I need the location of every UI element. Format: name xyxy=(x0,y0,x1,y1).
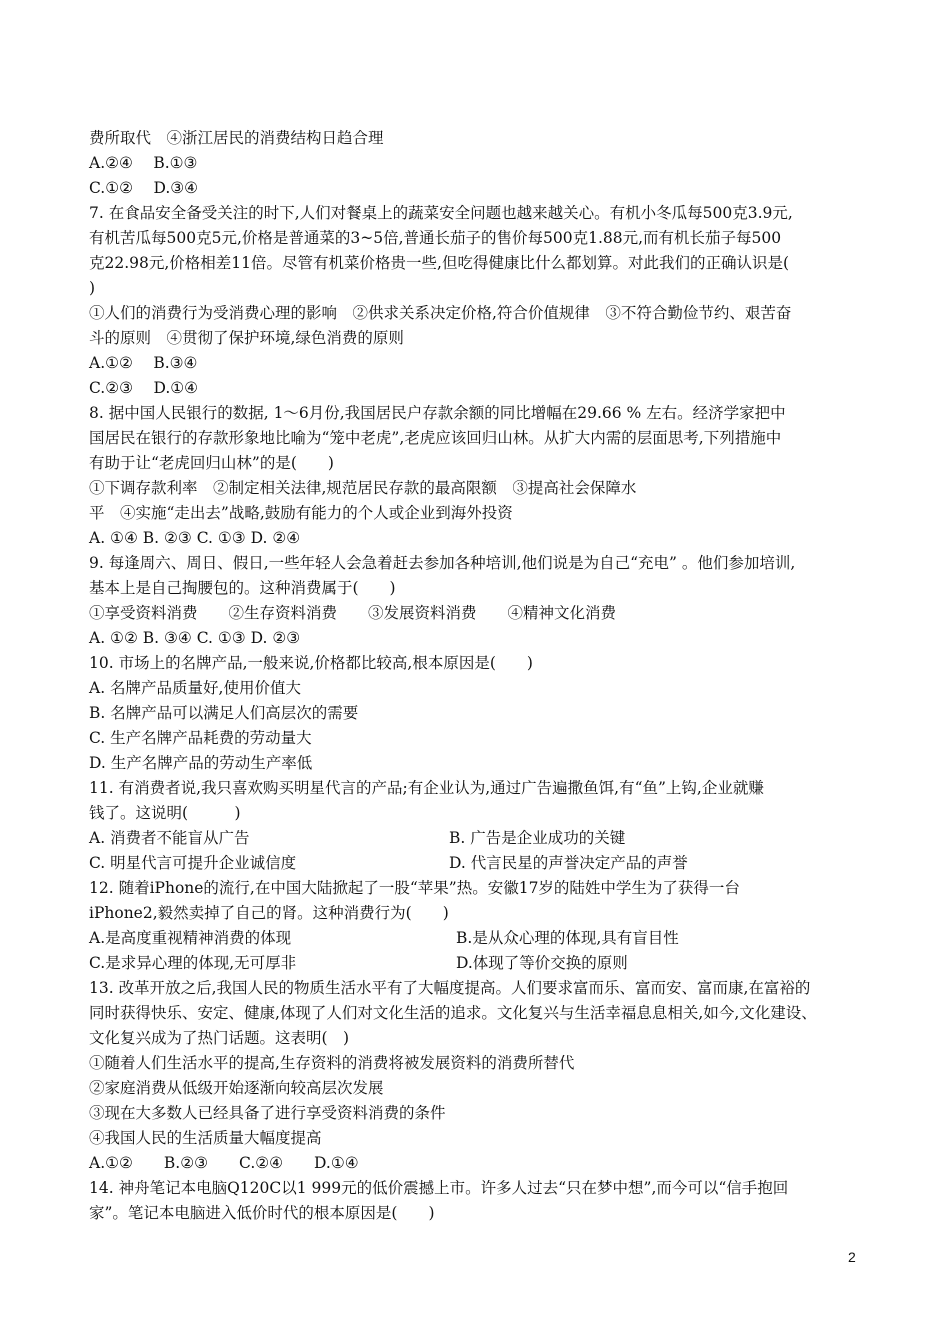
text-line: A. 名牌产品质量好,使用价值大 xyxy=(89,679,301,697)
text-line: ③现在大多数人已经具备了进行享受资料消费的条件 xyxy=(89,1104,446,1122)
text-line: 家”。笔记本电脑进入低价时代的根本原因是( ) xyxy=(89,1204,435,1222)
text-line: D. 生产名牌产品的劳动生产率低 xyxy=(89,754,313,772)
text-line: A. ①④ B. ②③ C. ①③ D. ②④ xyxy=(89,529,301,547)
text-line: ) xyxy=(89,279,96,297)
text-line: A.②④ B.①③ xyxy=(89,154,198,172)
text-line: B. 名牌产品可以满足人们高层次的需要 xyxy=(89,704,359,722)
text-line: 有机苦瓜每500克5元,价格是普通菜的3~5倍,普通长茄子的售价每500克1.88元,而有机长茄子每500 xyxy=(89,229,782,247)
text-line: 钱了。这说明( ) xyxy=(89,804,241,822)
text-line: C.①② D.③④ xyxy=(89,179,199,197)
text-line: A.①② B.③④ xyxy=(89,354,198,372)
text-line: 有助于让“老虎回归山林”的是( ) xyxy=(89,454,334,472)
question-12-line: 12. 随着iPhone的流行,在中国大陆掀起了一股“苹果”热。安徽17岁的陆姓中学生为了获得一台 xyxy=(89,879,740,897)
text-line: C.②③ D.①④ xyxy=(89,379,199,397)
option-b: B.是从众心理的体现,具有盲目性 xyxy=(456,929,679,947)
text-line: 斗的原则 ④贯彻了保护环境,绿色消费的原则 xyxy=(89,329,404,347)
question-11-line: 11. 有消费者说,我只喜欢购买明星代言的产品;有企业认为,通过广告遍撒鱼饵,有“鱼”上钩,企业就赚 xyxy=(89,779,764,797)
question-13-line: 13. 改革开放之后,我国人民的物质生活水平有了大幅度提高。人们要求富而乐、富而安、富而康,在富裕的 xyxy=(89,979,811,997)
text-line: ②家庭消费从低级开始逐渐向较高层次发展 xyxy=(89,1079,384,1097)
text-line: A. ①② B. ③④ C. ①③ D. ②③ xyxy=(89,629,301,647)
text-line: 费所取代 ④浙江居民的消费结构日趋合理 xyxy=(89,129,384,147)
option-c: C. 明星代言可提升企业诚信度 xyxy=(89,854,297,872)
option-a: A. 消费者不能盲从广告 xyxy=(89,829,250,847)
text-line: ④我国人民的生活质量大幅度提高 xyxy=(89,1129,322,1147)
text-line: ①享受资料消费 ②生存资料消费 ③发展资料消费 ④精神文化消费 xyxy=(89,604,617,622)
option-b: B. 广告是企业成功的关键 xyxy=(449,829,626,847)
option-c: C.是求异心理的体现,无可厚非 xyxy=(89,954,297,972)
text-line: ①人们的消费行为受消费心理的影响 ②供求关系决定价格,符合价值规律 ③不符合勤俭节约、艰苦奋 xyxy=(89,304,792,322)
question-10-line: 10. 市场上的名牌产品,一般来说,价格都比较高,根本原因是( ) xyxy=(89,654,533,672)
text-line: ①随着人们生活水平的提高,生存资料的消费将被发展资料的消费所替代 xyxy=(89,1054,575,1072)
option-d: D.体现了等价交换的原则 xyxy=(456,954,628,972)
option-d: D. 代言民星的声誉决定产品的声誉 xyxy=(449,854,688,872)
text-line: 同时获得快乐、安定、健康,体现了人们对文化生活的追求。文化复兴与生活幸福息息相关,如今,文化建设、 xyxy=(89,1004,817,1022)
text-line: iPhone2,毅然卖掉了自己的肾。这种消费行为( ) xyxy=(89,904,449,922)
question-7-line: 7. 在食品安全备受关注的时下,人们对餐桌上的蔬菜安全问题也越来越关心。有机小冬瓜每500克3.9元, xyxy=(89,204,793,222)
text-line: 克22.98元,价格相差11倍。尽管有机菜价格贵一些,但吃得健康比什么都划算。对此我们的正确认识是( xyxy=(89,254,790,272)
question-14-line: 14. 神舟笔记本电脑Q120C以1 999元的低价震撼上市。许多人过去“只在梦中想”,而今可以“信手抱回 xyxy=(89,1179,789,1197)
text-line: ①下调存款利率 ②制定相关法律,规范居民存款的最高限额 ③提高社会保障水 xyxy=(89,479,637,497)
text-line: 国居民在银行的存款形象地比喻为“笼中老虎”,老虎应该回归山林。从扩大内需的层面思考,下列措施中 xyxy=(89,429,782,447)
question-9-line: 9. 每逢周六、周日、假日,一些年轻人会急着赶去参加各种培训,他们说是为自己“充电” 。他们参加培训, xyxy=(89,554,796,572)
text-line: 文化复兴成为了热门话题。这表明( ) xyxy=(89,1029,350,1047)
text-line: C. 生产名牌产品耗费的劳动量大 xyxy=(89,729,312,747)
text-line: 平 ④实施“走出去”战略,鼓励有能力的个人或企业到海外投资 xyxy=(89,504,513,522)
page-number: 2 xyxy=(848,1249,856,1265)
text-line: A.①② B.②③ C.②④ D.①④ xyxy=(89,1154,359,1172)
text-line: 基本上是自己掏腰包的。这种消费属于( ) xyxy=(89,579,396,597)
question-8-line: 8. 据中国人民银行的数据, 1～6月份,我国居民户存款余额的同比增幅在29.66 % 左右。经济学家把中 xyxy=(89,404,786,422)
option-a: A.是高度重视精神消费的体现 xyxy=(89,929,292,947)
